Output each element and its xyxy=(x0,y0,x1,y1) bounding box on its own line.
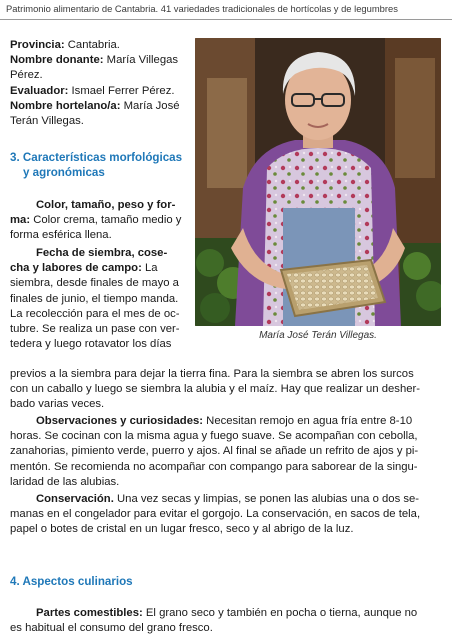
provincia-label: Provincia: xyxy=(10,39,65,51)
partes-label: Partes comestibles: xyxy=(36,607,143,619)
conservacion-line: papel o botes de cristal en un lugar fresco, seco y al abrigo de la luz. xyxy=(10,523,354,536)
siembra-paragraph xyxy=(10,246,188,352)
conservacion-paragraph xyxy=(10,492,444,538)
color-text-cont: forma esférica llena. xyxy=(10,229,112,242)
color-label: Color, tamaño, peso y for- xyxy=(36,199,176,211)
conservacion-text: Una vez secas y limpias, se ponen las alubias una o dos se- xyxy=(117,493,420,505)
evaluador-value: Ismael Ferrer Pérez. xyxy=(71,84,175,97)
provincia-value: Cantabria. xyxy=(67,39,120,51)
section-3-title: 3. Características morfológicas xyxy=(10,151,183,164)
siembra-continuation xyxy=(10,367,444,413)
hortelano-label: Nombre hortelano/a: xyxy=(10,99,121,112)
observaciones-text: Necesitan remojo en agua fría entre 8-10 xyxy=(206,415,413,427)
header-divider xyxy=(0,19,452,20)
conservacion-line: manas en el congelador para evitar el gorgojo. La conservación, en sacos de tela, xyxy=(10,508,421,521)
color-paragraph xyxy=(10,198,188,244)
observaciones-line: zanahorias, pimiento verde, puerro y ajos. Al final se añade un refrito de ajos y pi- xyxy=(10,445,419,458)
evaluador-label: Evaluador: xyxy=(10,84,69,97)
observaciones-line: mentón. Se recomienda no acompañar con compango para saborear de la singu- xyxy=(10,460,418,473)
observaciones-paragraph xyxy=(10,414,444,490)
partes-line: es habitual el consumo del grano fresco. xyxy=(10,622,213,635)
info-block xyxy=(10,38,188,129)
conservacion-label: Conservación. xyxy=(36,493,114,505)
observaciones-label: Observaciones y curiosidades: xyxy=(36,415,204,427)
color-text: Color crema, tamaño medio y xyxy=(33,214,182,227)
color-label-cont: ma: xyxy=(10,214,31,227)
siembra-line: tubre. Se realiza un pase con ver- xyxy=(10,323,180,336)
siembra-line: siembra, desde finales de mayo a xyxy=(10,277,179,290)
section-4-heading: 4. Aspectos culinarios xyxy=(10,575,133,588)
siembra-line: tedera y luego rotavator los días xyxy=(10,338,172,351)
siembra-line: finales de junio, el tiempo manda. xyxy=(10,292,179,305)
siembra-label: Fecha de siembra, cose- xyxy=(36,247,168,259)
partes-paragraph xyxy=(10,606,444,636)
hortelano-value-cont: Terán Villegas. xyxy=(10,115,84,128)
observaciones-line: laridad de las alubias. xyxy=(10,475,120,488)
hortelano-value: María José xyxy=(123,99,180,112)
donante-value: María Villegas xyxy=(106,54,179,67)
siembra-full-line: previos a la siembra para dejar la tierra fina. Para la siembra se abren los surcos xyxy=(10,368,414,380)
siembra-full-line: bado varias veces. xyxy=(10,398,105,411)
donante-value-cont: Pérez. xyxy=(10,69,43,82)
siembra-full-line: con un caballo y luego se siembra la alubia y el maíz. Hay que realizar un desher- xyxy=(10,383,421,396)
portrait-photo xyxy=(195,38,441,326)
partes-text: El grano seco y también en pocha o tierna, aunque no xyxy=(145,607,418,619)
running-header: Patrimonio alimentario de Cantabria. 41 variedades tradicionales de hortícolas y de legumbres xyxy=(6,3,398,14)
section-3-title-cont: y agronómicas xyxy=(23,166,105,179)
photo-caption: María José Terán Villegas. xyxy=(259,330,377,341)
siembra-text-start: La xyxy=(145,262,158,275)
siembra-label-cont: cha y labores de campo: xyxy=(10,262,142,275)
siembra-line: La recolección para el mes de oc- xyxy=(10,307,180,320)
donante-label: Nombre donante: xyxy=(10,54,104,67)
observaciones-line: horas. Se cocinan con la misma agua y fuego suave. Se acompañan con cebolla, xyxy=(10,430,418,443)
section-3-heading xyxy=(10,150,188,180)
